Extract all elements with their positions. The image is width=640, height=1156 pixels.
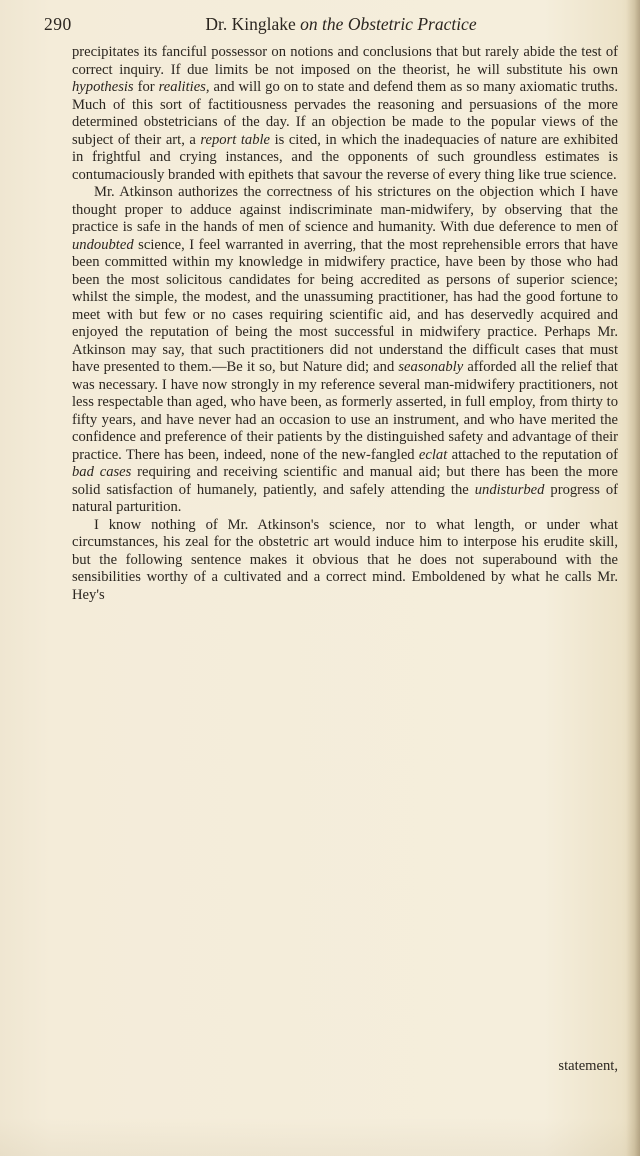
- italic-text-run: hypothesis: [72, 79, 134, 96]
- italic-text-run: eclat: [418, 446, 448, 463]
- running-title-subject: Obstetric Practice: [347, 14, 477, 34]
- italic-text-run: undisturbed: [474, 481, 545, 498]
- text-run: afforded all the relief that was necessary. I have now strongly in my reference several man-midwifery practitioners, not less respectable than aged, who have been, as formerly asserted, in full employ, from thirty to fifty years, and have never had an occasion to use an instrument, and who have merited the confidence and preference of their patients by the distinguished safety and advantage of their practice. There has been, indeed, none of the new-fangled: [72, 359, 618, 463]
- catchword: statement,: [558, 1058, 618, 1074]
- paragraph-1: [72, 44, 618, 184]
- text-run: is cited, in which the inadequacies of nature are exhibited in frightful and crying instances, and the opponents of such groundless estimates is contumaciously branded with epithets that savour the reverse of every thing like true science.: [72, 131, 618, 183]
- text-run: I know nothing of Mr. Atkinson's science, nor to what length, or under what circumstances, his zeal for the obstetric art would induce him to interpose his erudite skill, but the following sentence makes it obvious that he does not superabound with the sensibilities worthy of a cultivated and a correct mind. Emboldened by what he calls Mr. Hey's: [72, 516, 618, 603]
- text-run: attached to the reputation of: [447, 446, 618, 463]
- page-edge-shadow: [626, 0, 640, 1156]
- running-title-on: on the: [300, 14, 344, 34]
- italic-text-run: undoubted: [72, 236, 134, 253]
- italic-text-run: realities,: [158, 79, 210, 96]
- paragraph-2: [72, 184, 618, 517]
- page-foot-shading: [0, 1118, 640, 1156]
- running-header: [44, 14, 618, 40]
- text-run: science, I feel warranted in averring, that the most reprehensible errors that have been committed within my knowledge in midwifery practice, have been by those who had been the most solicitous candidates for being accredited as persons of superior science; whilst the simple, the modest, and the unassuming practitioner, has had the good fortune to meet with but few or no cases requiring scientific aid, and has deservedly acquired and enjoyed the reputation of being the most successful in midwifery practice. Perhaps Mr. Atkinson may say, that such practitioners did not understand the difficult cases that must have presented to them.—Be it so, but Nature did; and: [72, 236, 618, 376]
- text-run: progress of natural parturition.: [72, 481, 618, 516]
- body-text: [72, 44, 618, 605]
- text-run: for: [133, 79, 159, 96]
- page-number: 290: [44, 14, 72, 34]
- text-run: Mr. Atkinson authorizes the correctness of his strictures on the objection which I have thought proper to adduce against indiscriminate man-midwifery, by observing that the practice is safe in the hands of men of science and humanity. With due deference to men of: [72, 184, 618, 236]
- italic-text-run: bad cases: [72, 464, 132, 481]
- text-run: precipitates its fanciful possessor on notions and conclusions that but rarely abide the test of correct inquiry. If due limits be not imposed on the theorist, he will substitute his own: [72, 44, 618, 78]
- italic-text-run: report table: [200, 131, 271, 148]
- running-title: [44, 14, 618, 35]
- paragraph-3: [72, 517, 618, 605]
- text-run: and will go on to state and defend them as so many axiomatic truths. Much of this sort of factitiousness pervades the reasoning and persuasions of the more determined obstetricians of the day. If an objection be made to the popular views of the subject of their art, a: [72, 79, 618, 148]
- running-title-author: Dr. Kinglake: [205, 14, 296, 34]
- text-run: requiring and receiving scientific and manual aid; but there has been the more solid satisfaction of humanely, patiently, and safely attending the: [72, 464, 618, 498]
- italic-text-run: seasonably: [398, 359, 464, 376]
